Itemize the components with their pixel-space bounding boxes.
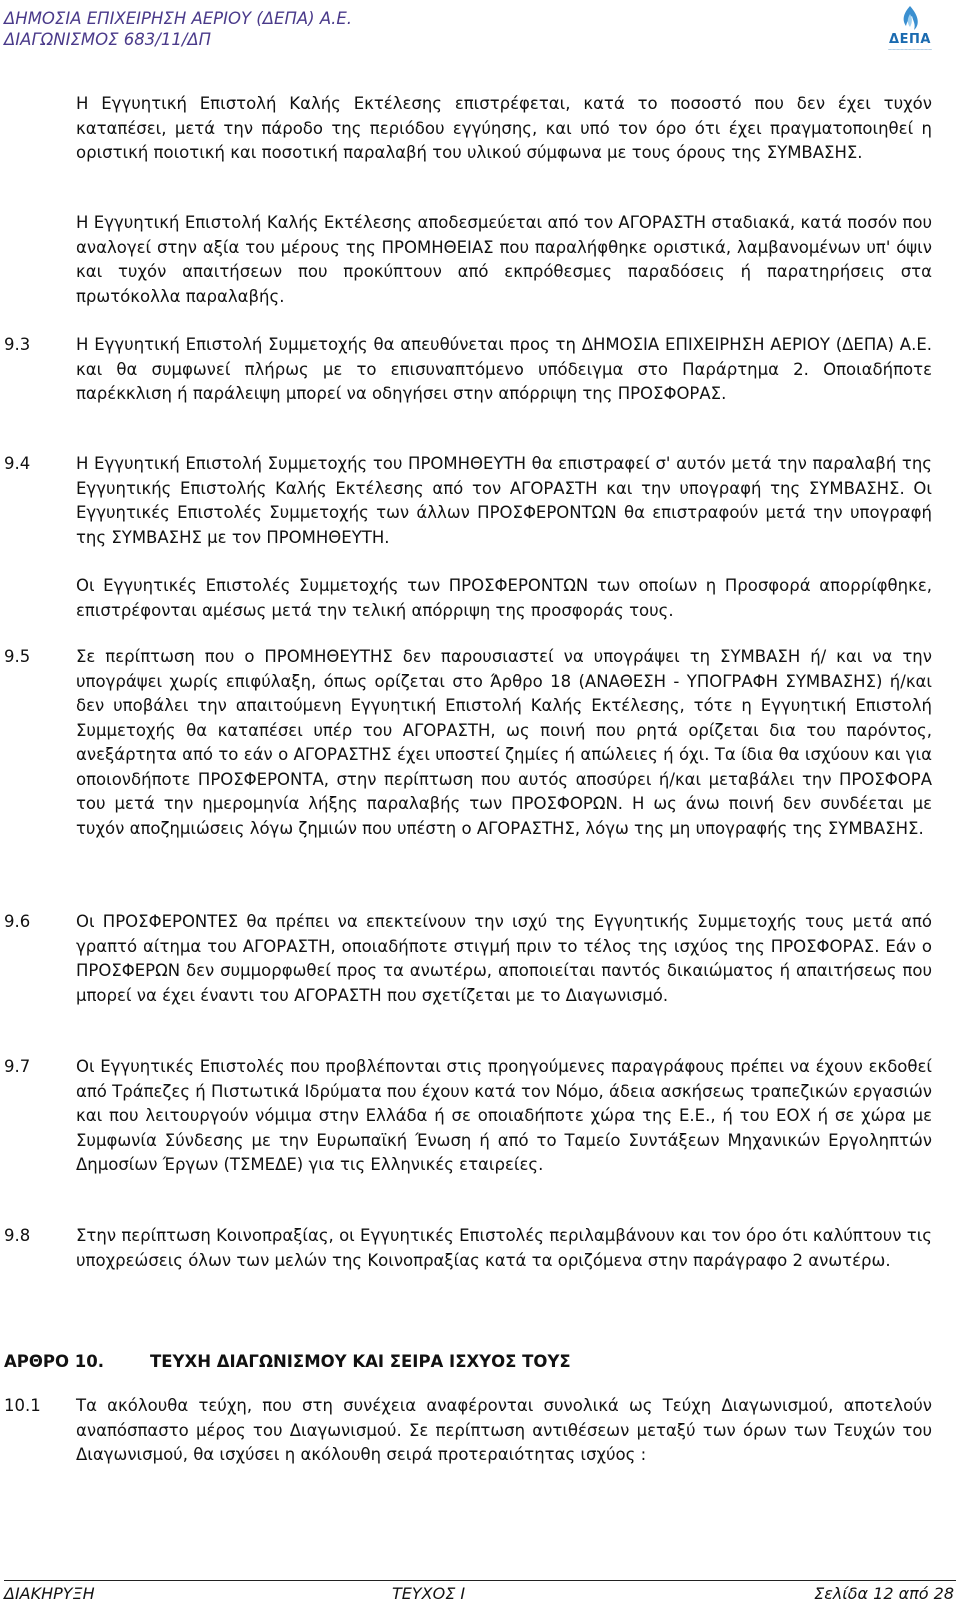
paragraph-intro-2: Η Εγγυητική Επιστολή Καλής Εκτέλεσης αποδεσμεύεται από τον ΑΓΟΡΑΣΤΗ σταδιακά, κατά ποσόν που αναλογεί στην αξία του μέρους της ΠΡΟΜΗΘΕΙΑΣ που παραλήφθηκε οριστικά, λαμβανομένων υπ' όψιν και τυχόν απαιτήσεων που προκύπτουν από εκπρόθεσμες παραδόσεις ή παρατηρήσεις στα πρωτόκολλα παραλαβής. [76,213,932,306]
footer-divider [4,1580,956,1581]
section-9-8: Στην περίπτωση Κοινοπραξίας, οι Εγγυητικές Επιστολές περιλαμβάνουν και τον όρο ότι καλύπτουν τις υποχρεώσεις όλων των μελών της Κοινοπραξίας κατά τα οριζόμενα στην παράγραφο 2 ανωτέρω. [76,1226,932,1270]
section-number-9-4: 9.4 [4,454,31,473]
footer-volume: ΤΕΥΧΟΣ Ι [392,1584,466,1603]
logo-wordmark: ΔΕΠΑ [889,32,931,47]
section-9-4-part-1: Η Εγγυητική Επιστολή Συμμετοχής του ΠΡΟΜΗΘΕΥΤΗ θα επιστραφεί σ' αυτόν μετά την παραλαβή της Εγγυητικής Επιστολής Καλής Εκτέλεσης από τον ΑΓΟΡΑΣΤΗ και την υπογραφή της ΣΥΜΒΑΣΗΣ. Οι Εγγυητικές Επιστολές Συμμετοχής των άλλων ΠΡΟΣΦΕΡΟΝΤΩΝ θα επιστραφούν μετά την υπογραφή της ΣΥΜΒΑΣΗΣ με τον ΠΡΟΜΗΘΕΥΤΗ. [76,454,932,547]
section-9-7: Οι Εγγυητικές Επιστολές που προβλέπονται στις προηγούμενες παραγράφους πρέπει να έχουν εκδοθεί από Τράπεζες ή Πιστωτικά Ιδρύματα που έχουν κατά τον Νόμο, άδεια ασκήσεως τραπεζικών εργασιών και που λειτουργούν νόμιμα στην Ελλάδα ή σε οποιαδήποτε χώρα της Ε.Ε., ή του ΕΟΧ ή σε χώρα με Συμφωνία Σύνδεσης με την Ευρωπαϊκή Ένωση ή από το Ταμείο Συντάξεων Μηχανικών Εργοληπτών Δημοσίων Έργων (ΤΣΜΕΔΕ) για τις Ελληνικές εταιρείες. [76,1057,933,1174]
paragraph-intro-1: Η Εγγυητική Επιστολή Καλής Εκτέλεσης επιστρέφεται, κατά το ποσοστό που δεν έχει τυχόν καταπέσει, μετά την πάροδο της περιόδου εγγύησης, και υπό τον όρο ότι έχει πραγματοποιηθεί η οριστική ποιοτική και ποσοτική παραλαβή του υλικού σύμφωνα με τους όρους της ΣΥΜΒΑΣΗΣ. [76,94,932,162]
depa-logo [872,4,948,54]
section-number-9-7: 9.7 [4,1057,31,1076]
document-header [4,8,352,50]
header-organization: ΔΗΜΟΣΙΑ ΕΠΙΧΕΙΡΗΣΗ ΑΕΡΙΟΥ (ΔΕΠΑ) Α.Ε. [4,9,353,28]
header-tender-number: ΔΙΑΓΩΝΙΣΜΟΣ 683/11/ΔΠ [4,30,212,49]
section-10-1: Τα ακόλουθα τεύχη, που στη συνέχεια αναφέρονται συνολικά ως Τεύχη Διαγωνισμού, αποτελούν αναπόσπαστο μέρος του Διαγωνισμού. Σε περίπτωση αντιθέσεων μεταξύ των όρων των Τευχών του Διαγωνισμού, θα ισχύσει η ακόλουθη σειρά προτεραιότητας ισχύος : [76,1396,932,1464]
article-title: ΤΕΥΧΗ ΔΙΑΓΩΝΙΣΜΟΥ ΚΑΙ ΣΕΙΡΑ ΙΣΧΥΟΣ ΤΟΥΣ [150,1352,571,1371]
section-9-4-part-2: Οι Εγγυητικές Επιστολές Συμμετοχής των ΠΡΟΣΦΕΡΟΝΤΩΝ των οποίων η Προσφορά απορρίφθηκε, επιστρέφονται αμέσως μετά την τελική απόρριψη της προσφοράς τους. [76,576,932,620]
section-number-9-3: 9.3 [4,335,31,354]
footer-document-type: ΔΙΑΚΗΡΥΞΗ [4,1584,95,1603]
footer-page-number: Σελίδα 12 από 28 [814,1584,954,1603]
logo-underline: ——————————— [888,47,932,52]
section-number-9-8: 9.8 [4,1226,31,1245]
section-9-6: Οι ΠΡΟΣΦΕΡΟΝΤΕΣ θα πρέπει να επεκτείνουν την ισχύ της Εγγυητικής Συμμετοχής τους μετά από γραπτό αίτημα του ΑΓΟΡΑΣΤΗ, οποιαδήποτε στιγμή πριν το τέλος της ισχύος της ΠΡΟΣΦΟΡΑΣ. Εάν ο ΠΡΟΣΦΕΡΩΝ δεν συμμορφωθεί προς τα ανωτέρω, αποποιείται παντός δικαιώματος ή απαιτήσεως που μπορεί να έχει έναντι του ΑΓΟΡΑΣΤΗ που σχετίζεται με το Διαγωνισμό. [76,912,932,1005]
section-number-10-1: 10.1 [4,1396,41,1415]
section-number-9-6: 9.6 [4,912,31,931]
section-number-9-5: 9.5 [4,647,31,666]
section-9-5: Σε περίπτωση που ο ΠΡΟΜΗΘΕΥΤΗΣ δεν παρουσιαστεί να υπογράψει τη ΣΥΜΒΑΣΗ ή/ και να την υπογράψει χωρίς επιφύλαξη, όπως ορίζεται στο Άρθρο 18 (ΑΝΑΘΕΣΗ - ΥΠΟΓΡΑΦΗ ΣΥΜΒΑΣΗΣ) ή/και δεν υποβάλει την απαιτούμενη Εγγυητική Επιστολή Καλής Εκτέλεσης, τότε η Εγγυητική Επιστολή Συμμετοχής θα καταπέσει υπέρ του ΑΓΟΡΑΣΤΗ, ως ποινή που ρητά ορίζεται δια του παρόντος, ανεξάρτητα από το εάν ο ΑΓΟΡΑΣΤΗΣ έχει υποστεί ζημίες ή απώλειες ή όχι. Τα ίδια θα ισχύουν και για οποιονδήποτε ΠΡΟΣΦΕΡΟΝΤΑ, στην περίπτωση που αυτός αποσύρει ή/και μεταβάλει την ΠΡΟΣΦΟΡΑ του μετά την ημερομηνία λήξης παραλαβής των ΠΡΟΣΦΟΡΩΝ. Η ως άνω ποινή δεν συνδέεται με τυχόν αποζημιώσεις λόγω ζημιών που υπέστη ο ΑΓΟΡΑΣΤΗΣ, λόγω της μη υπογραφής της ΣΥΜΒΑΣΗΣ. [76,647,932,838]
section-9-3: Η Εγγυητική Επιστολή Συμμετοχής θα απευθύνεται προς τη ΔΗΜΟΣΙΑ ΕΠΙΧΕΙΡΗΣΗ ΑΕΡΙΟΥ (ΔΕΠΑ) Α.Ε. και θα συμφωνεί πλήρως με το επισυναπτόμενο υπόδειγμα στο Παράρτημα 2. Οποιαδήποτε παρέκκλιση ή παράλειψη μπορεί να οδηγήσει στην απόρριψη της ΠΡΟΣΦΟΡΑΣ. [76,335,932,403]
article-number: ΑΡΘΡΟ 10. [4,1352,104,1371]
